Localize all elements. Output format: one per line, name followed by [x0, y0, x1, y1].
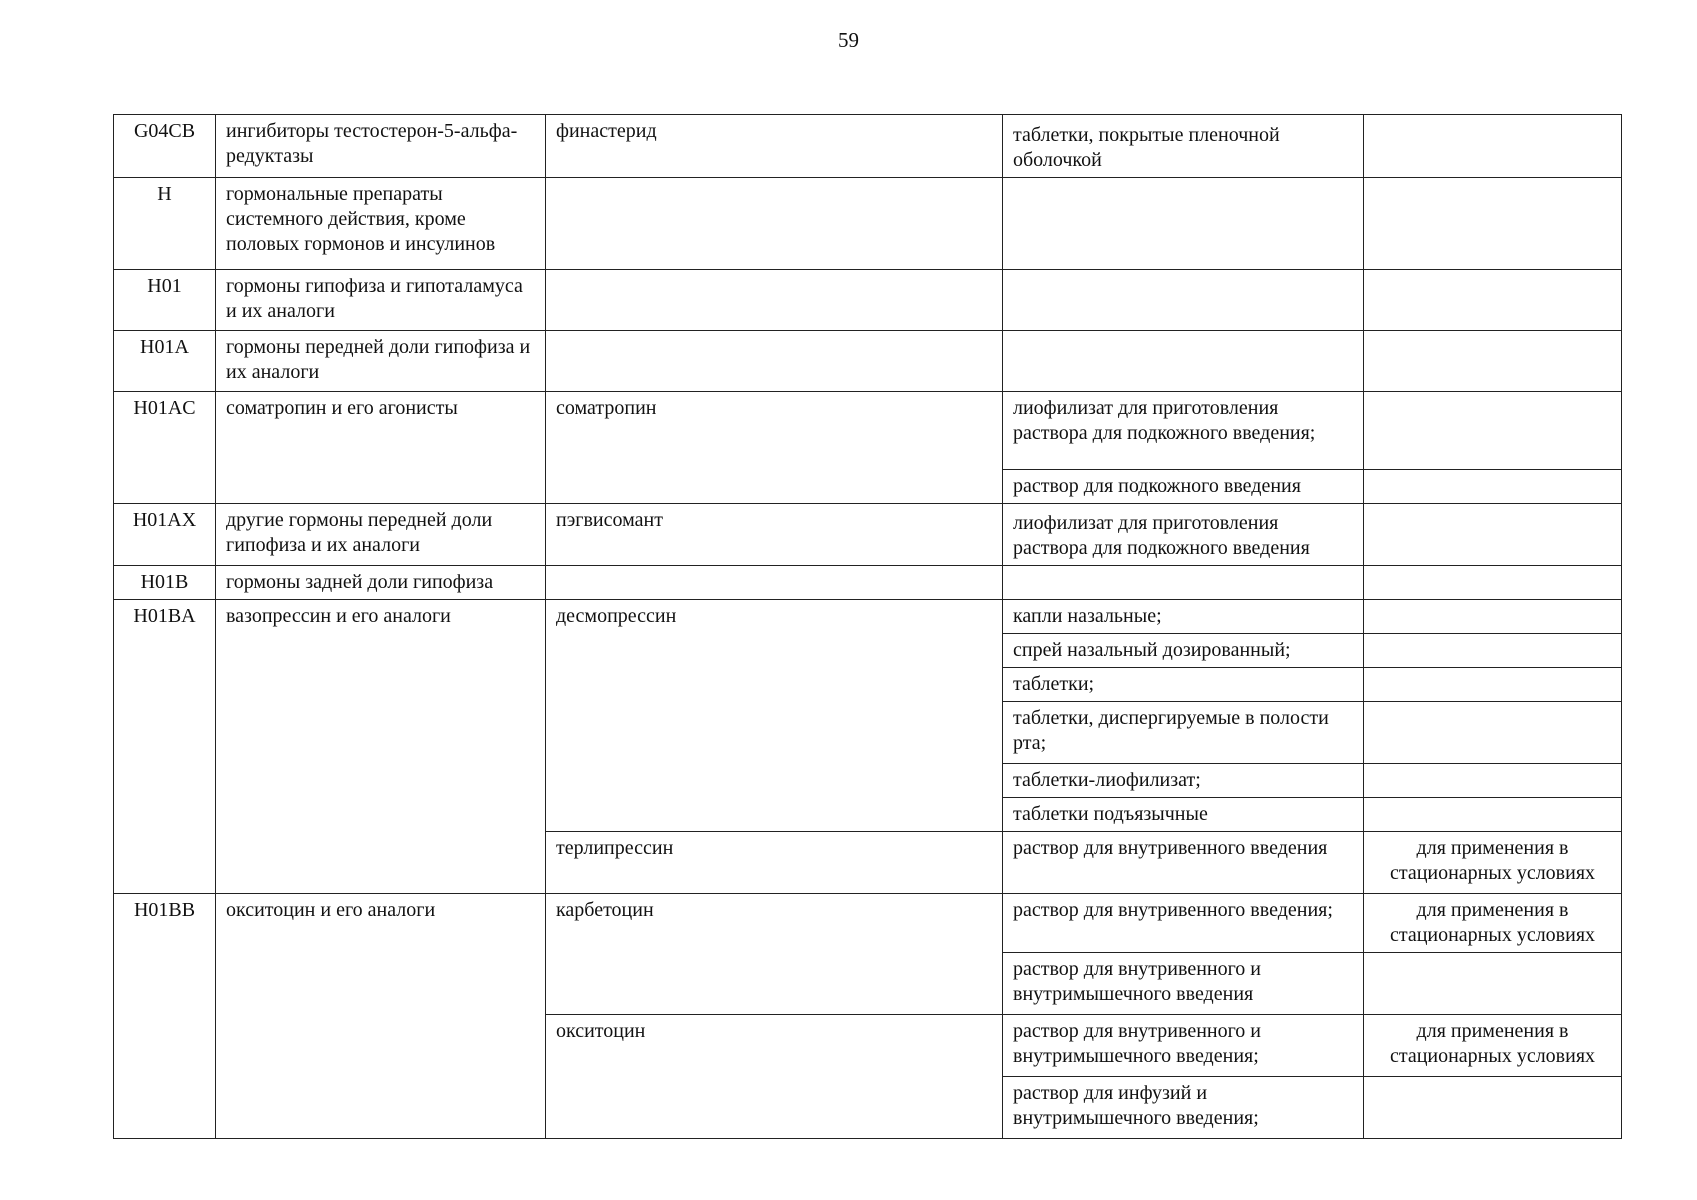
atc-code-cell: H01BA — [114, 600, 216, 894]
table-row — [114, 331, 1622, 392]
atc-code-cell: H01A — [114, 331, 216, 392]
note-cell — [1364, 1077, 1622, 1139]
dosage-form-cell: раствор для внутривенного введения — [1003, 832, 1364, 894]
drug-classification-table — [113, 114, 1622, 1139]
note-cell — [1364, 702, 1622, 764]
dosage-form-cell: спрей назальный дозированный; — [1003, 634, 1364, 668]
pharmacological-group-cell: гормоны передней доли гипофиза и их аналоги — [216, 331, 546, 392]
dosage-form-cell — [1003, 331, 1364, 392]
drug-name-cell: окситоцин — [546, 1015, 1003, 1139]
dosage-form-cell — [1003, 178, 1364, 270]
note-cell — [1364, 764, 1622, 798]
pharmacological-group-cell: соматропин и его агонисты — [216, 392, 546, 504]
note-cell: для применения в стационарных условиях — [1364, 1015, 1622, 1077]
pharmacological-group-cell: вазопрессин и его аналоги — [216, 600, 546, 894]
pharmacological-group-cell: гормоны задней доли гипофиза — [216, 566, 546, 600]
pharmacological-group-cell: окситоцин и его аналоги — [216, 894, 546, 1139]
atc-code-cell: H01 — [114, 270, 216, 331]
note-cell — [1364, 953, 1622, 1015]
dosage-form-cell: таблетки подъязычные — [1003, 798, 1364, 832]
table-row — [114, 115, 1622, 178]
atc-code-cell: H01AC — [114, 392, 216, 504]
drug-name-cell: десмопрессин — [546, 600, 1003, 832]
note-cell — [1364, 270, 1622, 331]
note-cell — [1364, 798, 1622, 832]
drug-name-cell: карбетоцин — [546, 894, 1003, 1015]
drug-name-cell: терлипрессин — [546, 832, 1003, 894]
atc-code-cell: H01AX — [114, 504, 216, 566]
dosage-form-cell: таблетки-лиофилизат; — [1003, 764, 1364, 798]
note-cell: для применения в стационарных условиях — [1364, 894, 1622, 953]
note-cell — [1364, 331, 1622, 392]
table-row — [114, 504, 1622, 566]
table-row — [114, 270, 1622, 331]
note-cell — [1364, 392, 1622, 470]
drug-name-cell — [546, 270, 1003, 331]
note-cell — [1364, 115, 1622, 178]
pharmacological-group-cell: ингибиторы тестостерон-5-альфа-редуктазы — [216, 115, 546, 178]
dosage-form-cell: таблетки, покрытые пленочной оболочкой — [1003, 115, 1364, 178]
dosage-form-cell: раствор для внутривенного и внутримышечного введения; — [1003, 1015, 1364, 1077]
atc-code-cell: H01BB — [114, 894, 216, 1139]
table-row — [114, 392, 1622, 470]
note-cell — [1364, 178, 1622, 270]
dosage-form-cell — [1003, 270, 1364, 331]
pharmacological-group-cell: гормональные препараты системного действия, кроме половых гормонов и инсулинов — [216, 178, 546, 270]
drug-name-cell: соматропин — [546, 392, 1003, 504]
dosage-form-cell: лиофилизат для приготовления раствора для подкожного введения — [1003, 504, 1364, 566]
dosage-form-cell: раствор для внутривенного введения; — [1003, 894, 1364, 953]
dosage-form-cell: раствор для инфузий и внутримышечного введения; — [1003, 1077, 1364, 1139]
note-cell — [1364, 470, 1622, 504]
table-row — [114, 894, 1622, 953]
note-cell — [1364, 634, 1622, 668]
note-cell — [1364, 668, 1622, 702]
dosage-form-cell: раствор для внутривенного и внутримышечного введения — [1003, 953, 1364, 1015]
note-cell — [1364, 600, 1622, 634]
dosage-form-cell: лиофилизат для приготовления раствора для подкожного введения; — [1003, 392, 1364, 470]
note-cell — [1364, 504, 1622, 566]
drug-name-cell: финастерид — [546, 115, 1003, 178]
drug-name-cell — [546, 331, 1003, 392]
dosage-form-cell: таблетки; — [1003, 668, 1364, 702]
drug-name-cell — [546, 178, 1003, 270]
dosage-form-cell — [1003, 566, 1364, 600]
atc-code-cell: H — [114, 178, 216, 270]
drug-name-cell — [546, 566, 1003, 600]
dosage-form-cell: капли назальные; — [1003, 600, 1364, 634]
dosage-form-cell: таблетки, диспергируемые в полости рта; — [1003, 702, 1364, 764]
note-cell — [1364, 566, 1622, 600]
table-row — [114, 566, 1622, 600]
page-number: 59 — [838, 28, 859, 52]
dosage-form-cell: раствор для подкожного введения — [1003, 470, 1364, 504]
table-row — [114, 178, 1622, 270]
atc-code-cell: H01B — [114, 566, 216, 600]
pharmacological-group-cell: гормоны гипофиза и гипоталамуса и их аналоги — [216, 270, 546, 331]
atc-code-cell: G04CB — [114, 115, 216, 178]
pharmacological-group-cell: другие гормоны передней доли гипофиза и их аналоги — [216, 504, 546, 566]
table-row — [114, 600, 1622, 634]
note-cell: для применения в стационарных условиях — [1364, 832, 1622, 894]
drug-name-cell: пэгвисомант — [546, 504, 1003, 566]
